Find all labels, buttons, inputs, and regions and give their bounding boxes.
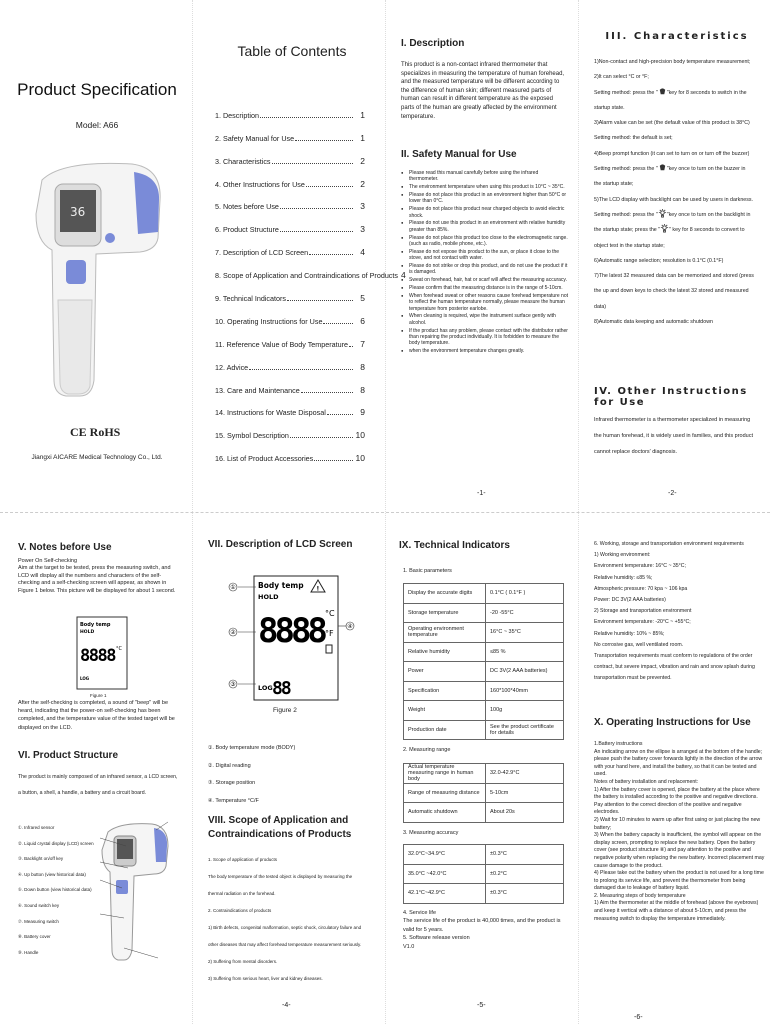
toc-list [215,97,406,464]
buzzer-icon [658,166,667,172]
toc-entry-page: 7 [360,338,365,349]
backlight-icon [660,227,669,233]
toc-entry-label: 15. Symbol Description [215,431,289,441]
toc-entry-page: 10 [355,453,365,464]
toc-leader [260,117,353,118]
toc-entry-page: 3 [360,201,365,212]
toc-leader [327,414,353,415]
toc-entry [215,97,365,120]
toc-entry-label: 6. Product Structure [215,225,279,235]
toc-entry-label: 5. Notes before Use [215,202,279,212]
toc-entry-page: 1 [360,109,365,120]
characteristics-line [594,55,764,70]
characteristics-line-text: Setting method: press the " [594,211,658,218]
table-cell-value: -20 -55°C [486,603,564,623]
characteristics-line [594,116,764,131]
table-cell-key: 32.0°C~34.9°C [404,845,486,865]
lcd-log: LOG [258,684,273,692]
table-row [404,803,564,823]
toc-leader [280,231,353,232]
company-name: Jiangxi AICARE Medical Technology Co., Ltd. [31,454,163,461]
product-structure-illustration [98,818,178,968]
toc-entry-label: 9. Technical Indicators [215,294,286,304]
characteristics-line [594,162,764,177]
characteristics-line-text: 7)The latest 32 measured data can be memorized and stored (press [594,273,754,280]
table-cell-value: ±0.2°C [486,864,564,884]
characteristics-line [594,70,764,85]
environment-line: Transportation requirements must conform to regulations of the order [594,653,753,660]
toc-entry-label: 14. Instructions for Waste Disposal [215,408,326,418]
characteristics-page [578,0,770,512]
toc-entry-page: 1 [360,132,365,143]
cover-title: Product Specification [17,80,177,99]
characteristics-line-text: Setting method: the default is set; [594,135,673,142]
table-cell-value: ±0.3°C [486,884,564,904]
table-cell-value: ≤85 % [486,642,564,662]
safety-item: ● Please do not expose this product to the sun, or place it close to the stove, and not contact with water. [401,249,569,262]
table-cell-value: See the product certificate for details [486,720,564,740]
notes-page [0,512,192,1024]
environment-line: No corrosive gas, well ventilated room. [594,641,684,648]
toc-entry [215,326,365,349]
toc-entry-page: 4 [360,247,365,258]
cover-page [0,0,192,512]
environment-body [594,539,766,685]
characteristics-line [594,300,764,315]
toc-entry-label: 8. Scope of Application and Contraindications of Products [215,271,398,281]
table-row [404,642,564,662]
operating-page [578,512,770,1024]
toc-entry-page: 5 [360,293,365,304]
cover-model: Model: A66 [75,120,119,130]
operating-body: 1.Battery instructions An indicating arrow on the ellipse is arranged at the bottom of the handle; please push the battery cover forwards lightly in the direction of the arrow with your hand here, and install the battery, so that it can be tested and used. Notes of battery installation and replacement: 1) After the battery cover is opened, place the battery at the place where the battery is installed according to the positive and negative directions. Pay attention to the correct direction of the positive and negative electrodes. 2) Wait for 10 minutes to warm up after first using or just placing the new battery; 3) When the battery capacity is insufficient, the symbol will appear on the display screen, prompting to replace the new battery. Open the battery cover (see product structure ⑧) and pay attention to the positive and negative polarity when replacing the new battery. Incorrect placement may cause damage to the product. 4) Please take out the battery when the product is not used for a long time to prolong its service life, and prevent the thermometer from being damaged due to leakage of battery liquid. 2. Measuring steps of body temperature 1) Aim the thermometer at the middle of forehead (above the eyebrows) and keep it vertical with a distance of about 5-10cm, and press the measuring switch to display the temperature immediately. [594,741,765,922]
table-cell-value: About 20s [486,803,564,823]
lcd-log-digits: 88 [272,678,290,699]
environment-line: Relative humidity: ≤85 %; [594,574,653,581]
characteristics-line-text: 2)It can select °C or °F; [594,74,649,81]
page-number: -4- [282,1002,291,1009]
characteristics-line [594,208,764,223]
part-item: ⑦. Measuring switch [18,918,59,924]
table-cell-value: 16°C ~ 35°C [486,623,564,643]
toc-entry [215,349,365,372]
toc-entry-label: 11. Reference Value of Body Temperature [215,339,349,349]
lcd-legend-item: ④. Temperature °C/F [208,797,259,804]
basic-params-label: 1. Basic parameters [403,568,452,574]
characteristics-line [594,147,764,162]
table-cell-value: 100g [486,701,564,721]
characteristics-line [594,269,764,284]
other-instructions-body [594,412,764,460]
fig1-body-temp: Body temp [80,622,111,628]
measuring-range-table [403,763,564,823]
characteristics-line [594,284,764,299]
figure1-lcd [76,616,128,690]
toc-entry [215,440,365,463]
callout-2: ② [230,629,236,636]
characteristics-line-suffix: " key for 8 seconds to convert to [669,227,745,234]
operating-heading: X. Operating Instructions for Use [594,717,751,728]
characteristics-line-text: 3)Alarm value can be set (the default value of this product is 38°C) [594,120,750,127]
safety-item: ● If the product has any problem, please contact with the distributor rather than repairing the product individually. It is forbidden to measure the body temperature. [401,328,569,347]
product-structure-heading: VI. Product Structure [18,750,119,761]
safety-item: ● When forehead sweat or other reasons cause forehead temperature not to reflect the human temperature normally, please measure the human temperature from posterior earlobe. [401,293,569,312]
table-cell-key: 35.0°C ~42.0°C [404,864,486,884]
environment-line: contract, but severe impact, vibration and rain and snow splash during [594,664,755,671]
table-cell-key: Range of measuring distance [404,783,486,803]
callout-1: ① [230,584,236,591]
lcd-hold: HOLD [258,593,279,601]
table-cell-value: ±0.3°C [486,845,564,865]
toc-leader [314,460,353,461]
toc-entry-label: 2. Safety Manual for Use [215,133,295,143]
table-cell-key: Relative humidity [404,642,486,662]
toc-leader [295,140,353,141]
characteristics-line-text: the startup state; press the " [594,227,661,234]
callout-4: ④ [347,623,353,630]
table-row [404,864,564,884]
characteristics-line-text: 4)Beep prompt function (it can set to turn on or turn off the buzzer) [594,150,750,157]
toc-leader [280,208,353,209]
other-instructions-line: the human forehead, it is widely used in families, and this product [594,433,753,439]
after-selfcheck-body: After the self-checking is completed, a sound of "beep" will be heard, indicating that the power-on self-checking has been completed, and the temperature value of the tested target will be displayed on the LCD. [18,700,175,731]
safety-item: ● Please do not place this product too close to the electromagnetic range. (such as radio, mobile phone, etc.). [401,235,569,248]
lcd-page [192,512,385,1024]
part-item: ③. Backlight on/off key [18,856,64,862]
scope-line: thermal radiation on the forehead. [208,891,276,896]
lcd-unit-f: °F [325,629,334,638]
scope-line: The body temperature of the tested object is displayed by measuring the [208,874,353,879]
environment-line: Power: DC 3V(2 AAA batteries) [594,597,666,604]
table-cell-key: Power [404,662,486,682]
environment-line: Environment temperature: 16°C ~ 35°C; [594,563,686,570]
svg-text:!: ! [316,585,320,593]
notes-body: Power On Self-checking Aim at the target to be tested, press the measuring switch, and LCD will display all the numbers and characters of the self-checking and a self-checking screen will appear, as shown in Figure 1 below. This picture will be displayed for about 1 second. [18,558,176,594]
toc-entry [215,417,365,440]
toc-entry [215,280,365,303]
characteristics-line-text: Setting method: press the " [594,166,658,173]
accuracy-table [403,844,564,904]
toc-leader [349,346,353,347]
toc-entry-page: 2 [360,155,365,166]
toc-entry [215,234,365,257]
safety-item: ● Please do not place this product near charged objects to avoid electric shock. [401,206,569,219]
table-row [404,884,564,904]
characteristics-body [594,55,764,330]
characteristics-line [594,177,764,192]
table-row [404,681,564,701]
table-cell-value: 32.0-42.9°C [486,764,564,784]
safety-item: ● Please read this manual carefully before using the infrared thermometer. [401,170,569,183]
backlight-icon [658,212,667,218]
part-item: ①. Infrared sensor [18,825,55,830]
part-item: ⑥. Sound switch key [18,902,60,908]
thermometer-illustration [22,150,172,410]
page-number: -1- [477,490,486,497]
characteristics-line [594,193,764,208]
characteristics-line-text: 6)Automatic range selection; resolution is 0.1°C (0.1°F) [594,257,724,264]
table-cell-value: 5-10cm [486,783,564,803]
toc-entry-page: 9 [360,407,365,418]
fig1-digits: 8888 [80,646,115,666]
description-page [385,0,578,512]
table-cell-key: Production date [404,720,486,740]
lcd-digits: 8888 [258,611,324,651]
lcd-legend-item: ①. Body temperature mode (BODY) [208,745,296,751]
certification-marks: CE RoHS [70,425,121,439]
characteristics-line-text: the up and down keys to check the latest 32 stored and measured [594,288,749,295]
characteristics-line-text: startup state. [594,104,625,111]
characteristics-line-suffix: "key once to turn on the buzzer in [666,166,746,173]
description-heading: I. Description [401,38,465,49]
page-number: -5- [477,1002,486,1009]
svg-text:36: 36 [70,205,86,219]
toc-leader [249,369,353,370]
toc-leader [309,254,353,255]
scope-line: 2) Suffering from mental disorders. [208,959,278,964]
table-row [404,720,564,740]
figure2-label: Figure 2 [273,707,297,714]
toc-leader [323,323,353,324]
table-row [404,584,564,604]
toc-entry-page: 6 [360,315,365,326]
temp-unit-icon [658,90,667,96]
characteristics-line [594,315,764,330]
table-cell-key: Operating environment temperature [404,623,486,643]
scope-line: 1. Scope of application of products [208,857,278,862]
figure1-label: Figure 1 [90,693,107,698]
scope-body [208,851,378,987]
toc-entry-page: 8 [360,384,365,395]
toc-entry [215,372,365,395]
toc-entry-page: 4 [401,270,406,281]
other-instructions-line: cannot replace doctors' diagnosis. [594,449,677,455]
toc-entry-label: 16. List of Product Accessories [215,454,314,464]
table-cell-key: Specification [404,681,486,701]
lcd-legend-item: ②. Digital reading [208,762,251,769]
toc-entry [215,303,365,326]
table-cell-key: Weight [404,701,486,721]
safety-item: ● Please do not place this product in an environment higher than 50°C or lower than 0°C. [401,192,569,205]
toc-leader [306,186,353,187]
product-structure-body: The product is mainly composed of an infrared sensor, a LCD screen, a button, a shell, a handle, a battery and a circuit board. [18,774,178,796]
safety-list [401,170,569,356]
characteristics-line-text: the startup state; [594,181,634,188]
accuracy-label: 3. Measuring accuracy [403,830,459,836]
characteristics-heading: III. Characteristics [605,31,749,42]
toc-entry-label: 13. Care and Maintenance [215,385,300,395]
environment-line: transportation must be prevented. [594,675,672,682]
safety-item: ● When cleaning is required, wipe the instrument surface gently with alcohol. [401,313,569,326]
toc-entry [215,189,365,212]
table-cell-key: Display the accurate digits [404,584,486,604]
characteristics-line-suffix: "key once to turn on the backlight in [666,211,751,218]
safety-item: ● Sweat on forehead, hair, hat or scarf will affect the measuring accuracy. [401,277,569,283]
part-item: ②. Liquid crystal display (LCD) screen [18,840,94,846]
characteristics-line-text: data) [594,303,607,310]
notes-heading: V. Notes before Use [18,542,112,553]
scope-line: 3) Suffering from serious heart, liver and kidney diseases. [208,976,323,981]
scope-heading-line1: VIII. Scope of Application and [208,815,349,826]
scope-heading-line2: Contraindications of Products [208,829,352,840]
lcd-legend [208,740,378,810]
table-row [404,662,564,682]
toc-entry [215,143,365,166]
page-number: -6- [634,1014,643,1021]
characteristics-line-text: 5)The LCD display with backlight can be used by users in darkness. [594,196,753,203]
environment-line: 6. Working, storage and transportation environment requirements [594,541,744,547]
lcd-legend-item: ③. Storage position [208,780,256,787]
technical-page [385,512,578,1024]
characteristics-line-text: object test in the startup state; [594,242,665,249]
characteristics-line [594,223,764,238]
toc-leader [290,437,353,438]
toc-entry-label: 3. Characteristics [215,156,271,166]
safety-item: ● Please do not strike or drop this product, and do not use the product if it is damaged. [401,263,569,276]
fig1-log: LOG [80,676,90,681]
characteristics-line [594,254,764,269]
callout-3: ③ [230,681,236,688]
characteristics-line [594,239,764,254]
characteristics-line [594,86,764,101]
table-cell-value: 160*100*40mm [486,681,564,701]
toc-page [192,0,406,512]
toc-entry [215,166,365,189]
table-row [404,623,564,643]
table-cell-key: 42.1°C~42.9°C [404,884,486,904]
safety-item: ● when the environment temperature changes greatly. [401,348,569,354]
lcd-heading: VII. Description of LCD Screen [208,539,353,550]
parts-list [18,820,98,960]
page-number: -2- [668,490,677,497]
toc-entry [215,395,365,418]
table-cell-value: DC 3V(2 AAA batteries) [486,662,564,682]
scope-line: other diseases that may affect forehead temperature measurement seriously. [208,942,362,947]
scope-line: 2. Contraindications of products [208,908,272,913]
safety-heading: II. Safety Manual for Use [401,149,517,160]
environment-line: 2) Storage and transportation environment [594,608,692,615]
environment-line: 1) Working environment: [594,552,651,559]
environment-line: Environment temperature: -20°C ~ +55°C; [594,619,691,626]
toc-entry-page: 3 [360,224,365,235]
safety-item: ● Please do not use this product in an environment with relative humidity greater than 85%. [401,220,569,233]
fig1-hold: HOLD [80,630,95,635]
environment-line: Relative humidity: 10% ~ 85%; [594,630,665,637]
toc-entry-page: 2 [360,178,365,189]
toc-entry-page: 10 [355,430,365,441]
toc-entry [215,211,365,234]
table-row [404,783,564,803]
technical-heading: IX. Technical Indicators [399,540,510,551]
description-body: This product is a non-contact infrared thermometer that specializes in measuring the temperature of human forehead, and the measured temperature will be different according to the difference of human skin; different measured parts of human can result in different temperature as the exposed parts of the human are greatly affected by the environment temperature. [401,62,565,120]
part-item: ⑨. Handle [18,949,39,955]
safety-item: ● The environment temperature when using this product is 10°C ~ 35°C. [401,184,569,190]
lcd-body-temp: Body temp [258,581,304,590]
part-item: ⑧. Battery cover [18,934,51,940]
part-item: ⑤. Down button (view historical data) [18,887,92,893]
table-cell-value: 0.1°C ( 0.1°F ) [486,584,564,604]
toc-entry-label: 7. Description of LCD Screen [215,248,309,258]
toc-entry-label: 12. Advice [215,362,249,372]
toc-leader [272,163,353,164]
table-row [404,764,564,784]
figure2-lcd [226,574,356,702]
other-instructions-heading: IV. Other Instructions for Use [594,386,748,408]
table-row [404,701,564,721]
table-cell-key: Actual temperature measuring range in human body [404,764,486,784]
measuring-range-label: 2. Measuring range [403,747,451,753]
toc-leader [287,300,353,301]
part-item: ④. Up button (view historical data) [18,871,86,877]
table-cell-key: Automatic shutdown [404,803,486,823]
service-life-body: 4. Service life The service life of the product is 40,000 times, and the product is valid for 5 years. 5. Software release version V1.0 [403,910,561,950]
characteristics-line-text: 1)Non-contact and high-precision body temperature measurement; [594,59,751,65]
table-cell-key: Storage temperature [404,603,486,623]
characteristics-line [594,101,764,116]
characteristics-line [594,131,764,146]
table-row [404,845,564,865]
scope-line: 1) Birth defects, congenital malformation, septic shock, circulatory failure and [208,925,362,930]
characteristics-line-text: Setting method: press the " [594,89,658,96]
scope-heading [208,814,378,842]
toc-entry-label: 4. Other Instructions for Use [215,179,305,189]
other-instructions-line: Infrared thermometer is a thermometer specialized in measuring [594,417,751,423]
lcd-unit-c: °C [325,609,335,618]
toc-title: Table of Contents [237,43,347,59]
basic-params-table [403,583,564,740]
safety-item: ● Please confirm that the measuring distance is in the range of 5-10cm. [401,285,569,291]
toc-entry-label: 10. Operating Instructions for Use [215,316,323,326]
toc-leader [301,392,353,393]
toc-entry-page: 8 [360,361,365,372]
fig1-unit: °C [116,646,122,652]
toc-entry-label: 1. Description [215,110,259,120]
toc-entry [215,257,406,281]
characteristics-line-text: 8)Automatic data keeping and automatic shutdown [594,319,713,326]
environment-line: Atmospheric pressure: 70 kpa ~ 106 kpa [594,585,688,592]
toc-entry [215,120,365,143]
characteristics-line-suffix: "key for 8 seconds to switch in the [666,89,747,96]
table-row [404,603,564,623]
